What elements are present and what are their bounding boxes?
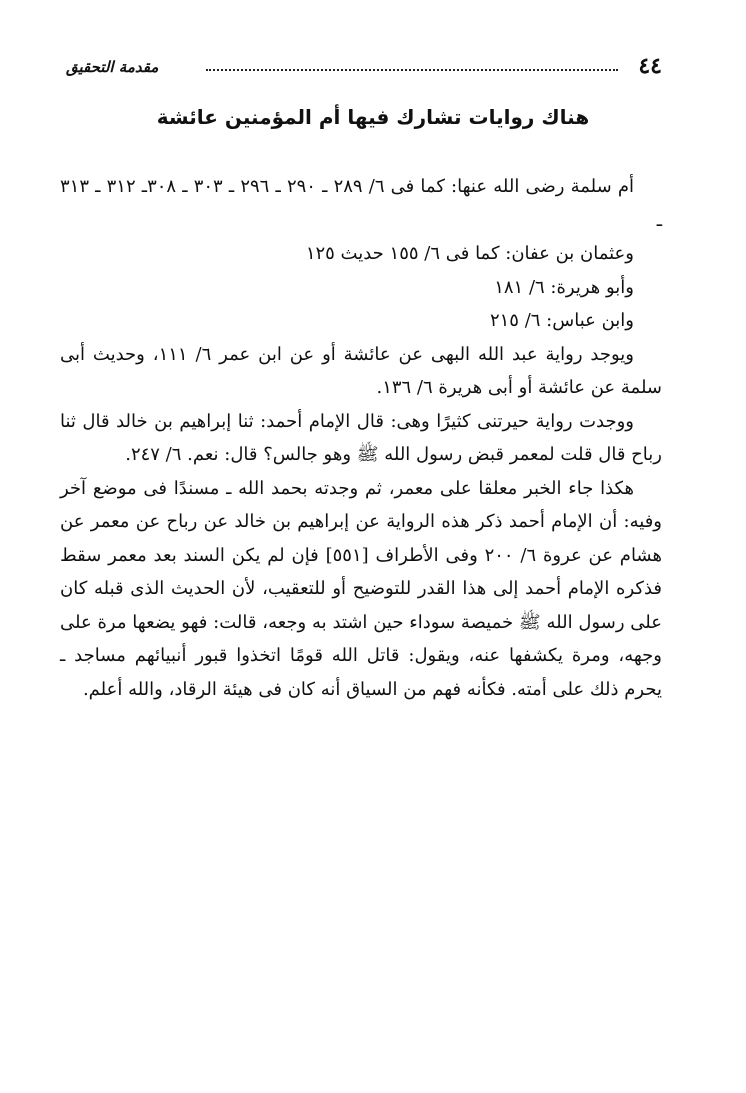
body-text [60,170,662,706]
header-rule [206,69,618,71]
page-number: ٤٤ [638,53,662,79]
paragraph-ibn-abbas: وابن عباس: ٦/ ٢١٥ [489,310,634,331]
paragraph-confusing-narration: ووجدت رواية حيرتنى كثيرًا وهى: قال الإمام أحمد: ثنا إبراهيم بن خالد قال ثنا رباح قال قلت لمعمر قبض رسول الله ﷺ وهو جالس؟ قال: نعم. ٦/ ٢٤٧. [60,410,662,465]
section-heading: هناك روايات تشارك فيها أم المؤمنين عائشة [156,105,590,129]
paragraph-umm-salama: أم سلمة رضى الله عنها: كما فى ٦/ ٢٨٩ ـ ٢٩٠ ـ ٢٩٦ ـ ٣٠٣ ـ ٣٠٨ـ ٣١٢ ـ ٣١٣ ـ [60,176,662,231]
paragraph-abu-hurayra: وأبو هريرة: ٦/ ١٨١ [494,276,634,298]
paragraph-uthman: وعثمان بن عفان: كما فى ٦/ ١٥٥ حديث ١٢٥ [305,243,634,264]
running-header [66,52,662,82]
paragraph-abdullah-al-bahi: ويوجد رواية عبد الله البهى عن عائشة أو عن ابن عمر ٦/ ١١١، وحديث أبى سلمة عن عائشة أو أبى هريرة ٦/ ١٣٦. [60,343,662,398]
running-title: مقدمة التحقيق [66,58,159,76]
paragraph-explanation: هكذا جاء الخبر معلقا على معمر، ثم وجدته بحمد الله ـ مسندًا فى موضع آخر وفيه: أن الإمام أحمد ذكر هذه الرواية عن إبراهيم بن خالد عن رباح عن معمر عن هشام عن عروة ٦/ ٢٠٠ وفى الأطراف [٥٥١] فإن لم يكن السند بعد معمر سقط فذكره الإمام أحمد إلى هذا القدر للتوضيح أو للتعقيب، لأن الحديث الذى قبله كان على رسول الله ﷺ خميصة سوداء حين اشتد به وجعه، قالت: فهو يضعها مرة على وجهه، ومرة يكشفها عنه، ويقول: قاتل الله قومًا اتخذوا قبور أنبيائهم مساجد ـ يحرم ذلك على أمته. فكأنه فهم من السياق أنه كان فى هيئة الرقاد، والله أعلم. [60,477,662,700]
